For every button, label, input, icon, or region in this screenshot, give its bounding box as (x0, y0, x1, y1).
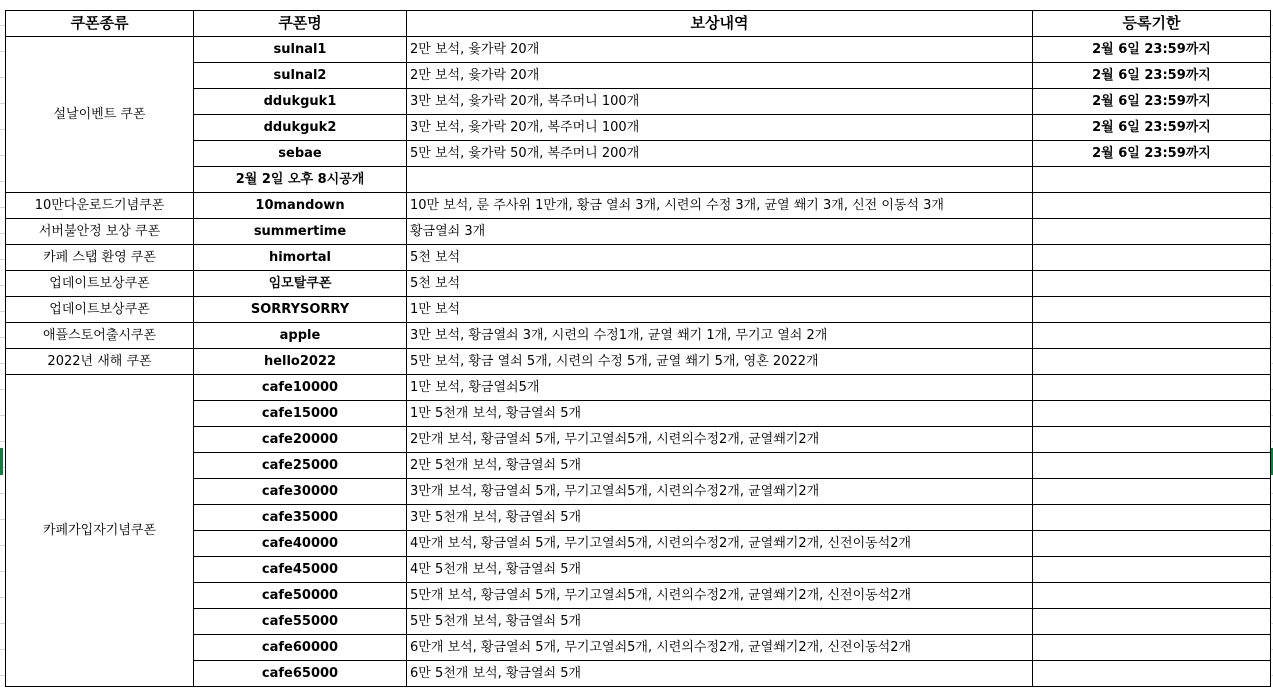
cell-coupon-name[interactable]: cafe45000 (194, 557, 407, 583)
table-row (6, 427, 1271, 453)
cell-deadline[interactable] (1033, 505, 1271, 531)
cell-reward[interactable]: 황금열쇠 3개 (407, 219, 1033, 245)
cell-coupon-name[interactable]: summertime (194, 219, 407, 245)
cell-deadline[interactable] (1033, 271, 1271, 297)
cell-reward[interactable]: 1만 보석 (407, 297, 1033, 323)
header-coupon-type[interactable]: 쿠폰종류 (6, 11, 194, 37)
selected-row-indicator-left (0, 448, 3, 475)
cell-reward[interactable]: 3만 5천개 보석, 황금열쇠 5개 (407, 505, 1033, 531)
cell-reward[interactable]: 3만개 보석, 황금열쇠 5개, 무기고열쇠5개, 시련의수정2개, 균열쐐기2개 (407, 479, 1033, 505)
group-cell-seollal[interactable]: 설날이벤트 쿠폰 (6, 37, 194, 193)
cell-coupon-name[interactable]: cafe50000 (194, 583, 407, 609)
header-coupon-name[interactable]: 쿠폰명 (194, 11, 407, 37)
cell-reward[interactable]: 6만 5천개 보석, 황금열쇠 5개 (407, 661, 1033, 687)
cell-reward[interactable] (407, 167, 1033, 193)
cell-reward[interactable]: 3만 보석, 윷가락 20개, 복주머니 100개 (407, 115, 1033, 141)
cell-reward[interactable]: 2만개 보석, 황금열쇠 5개, 무기고열쇠5개, 시련의수정2개, 균열쐐기2개 (407, 427, 1033, 453)
cell-coupon-type[interactable]: 2022년 새해 쿠폰 (6, 349, 194, 375)
table-row (6, 583, 1271, 609)
table-row (6, 609, 1271, 635)
table-row (6, 401, 1271, 427)
table-row (6, 453, 1271, 479)
cell-coupon-name[interactable]: cafe65000 (194, 661, 407, 687)
table-row (6, 557, 1271, 583)
cell-coupon-name[interactable]: cafe25000 (194, 453, 407, 479)
cell-deadline[interactable] (1033, 453, 1271, 479)
cell-deadline[interactable] (1033, 375, 1271, 401)
cell-reward[interactable]: 3만 보석, 황금열쇠 3개, 시련의 수정1개, 균열 쐐기 1개, 무기고 열쇠 2개 (407, 323, 1033, 349)
cell-coupon-name[interactable]: 10mandown (194, 193, 407, 219)
cell-deadline[interactable]: 2월 6일 23:59까지 (1033, 115, 1271, 141)
table-row (6, 505, 1271, 531)
cell-coupon-name[interactable]: cafe15000 (194, 401, 407, 427)
cell-coupon-type[interactable]: 10만다운로드기념쿠폰 (6, 193, 194, 219)
header-deadline[interactable]: 등록기한 (1033, 11, 1271, 37)
cell-coupon-name[interactable]: cafe40000 (194, 531, 407, 557)
cell-deadline[interactable] (1033, 401, 1271, 427)
cell-reward[interactable]: 2만 보석, 윷가락 20개 (407, 63, 1033, 89)
cell-deadline[interactable] (1033, 531, 1271, 557)
cell-deadline[interactable] (1033, 193, 1271, 219)
cell-deadline[interactable] (1033, 349, 1271, 375)
table-row (6, 193, 1271, 219)
cell-deadline[interactable]: 2월 6일 23:59까지 (1033, 141, 1271, 167)
cell-coupon-name[interactable]: ddukguk1 (194, 89, 407, 115)
cell-coupon-name[interactable]: sulnal2 (194, 63, 407, 89)
table-row (6, 167, 1271, 193)
cell-coupon-name[interactable]: hello2022 (194, 349, 407, 375)
cell-coupon-name[interactable]: ddukguk2 (194, 115, 407, 141)
cell-coupon-type[interactable]: 서버불안정 보상 쿠폰 (6, 219, 194, 245)
cell-coupon-name[interactable]: sulnal1 (194, 37, 407, 63)
cell-coupon-type[interactable]: 애플스토어출시쿠폰 (6, 323, 194, 349)
table-row (6, 349, 1271, 375)
table-row (6, 141, 1271, 167)
cell-reward[interactable]: 2만 5천개 보석, 황금열쇠 5개 (407, 453, 1033, 479)
cell-reward[interactable]: 5만개 보석, 황금열쇠 5개, 무기고열쇠5개, 시련의수정2개, 균열쐐기2개, 신전이동석2개 (407, 583, 1033, 609)
cell-deadline[interactable] (1033, 245, 1271, 271)
cell-coupon-name[interactable]: apple (194, 323, 407, 349)
cell-deadline[interactable] (1033, 583, 1271, 609)
cell-deadline[interactable] (1033, 557, 1271, 583)
cell-deadline[interactable] (1033, 661, 1271, 687)
cell-deadline[interactable] (1033, 609, 1271, 635)
cell-coupon-name[interactable]: cafe60000 (194, 635, 407, 661)
cell-reward[interactable]: 6만개 보석, 황금열쇠 5개, 무기고열쇠5개, 시련의수정2개, 균열쐐기2개, 신전이동석2개 (407, 635, 1033, 661)
cell-deadline[interactable] (1033, 167, 1271, 193)
cell-deadline[interactable]: 2월 6일 23:59까지 (1033, 63, 1271, 89)
cell-deadline[interactable]: 2월 6일 23:59까지 (1033, 89, 1271, 115)
table-row (6, 323, 1271, 349)
cell-deadline[interactable] (1033, 635, 1271, 661)
cell-reward[interactable]: 4만 5천개 보석, 황금열쇠 5개 (407, 557, 1033, 583)
cell-coupon-type[interactable]: 업데이트보상쿠폰 (6, 297, 194, 323)
cell-coupon-name[interactable]: himortal (194, 245, 407, 271)
cell-reward[interactable]: 5천 보석 (407, 245, 1033, 271)
table-row (6, 115, 1271, 141)
cell-reward[interactable]: 3만 보석, 윷가락 20개, 복주머니 100개 (407, 89, 1033, 115)
cell-reward[interactable]: 4만개 보석, 황금열쇠 5개, 무기고열쇠5개, 시련의수정2개, 균열쐐기2개, 신전이동석2개 (407, 531, 1033, 557)
cell-deadline[interactable]: 2월 6일 23:59까지 (1033, 37, 1271, 63)
table-row (6, 37, 1271, 63)
cell-deadline[interactable] (1033, 427, 1271, 453)
cell-coupon-name[interactable]: cafe10000 (194, 375, 407, 401)
table-row (6, 297, 1271, 323)
header-reward[interactable]: 보상내역 (407, 11, 1033, 37)
table-row (6, 479, 1271, 505)
table-row (6, 375, 1271, 401)
coupon-table (5, 10, 1271, 687)
cell-reward[interactable]: 1만 보석, 황금열쇠5개 (407, 375, 1033, 401)
cell-coupon-type[interactable]: 업데이트보상쿠폰 (6, 271, 194, 297)
table-row (6, 219, 1271, 245)
cell-coupon-name[interactable]: SORRYSORRY (194, 297, 407, 323)
table-row (6, 245, 1271, 271)
cell-reward[interactable]: 10만 보석, 룬 주사위 1만개, 황금 열쇠 3개, 시련의 수정 3개, 균열 쐐기 3개, 신전 이동석 3개 (407, 193, 1033, 219)
table-row (6, 531, 1271, 557)
cell-coupon-name[interactable]: cafe30000 (194, 479, 407, 505)
cell-coupon-name[interactable]: cafe55000 (194, 609, 407, 635)
table-row (6, 271, 1271, 297)
cell-reward[interactable]: 5만 5천개 보석, 황금열쇠 5개 (407, 609, 1033, 635)
group-cell-cafe[interactable]: 카페가입자기념쿠폰 (6, 375, 194, 687)
cell-reward[interactable]: 5만 보석, 윷가락 50개, 복주머니 200개 (407, 141, 1033, 167)
table-row (6, 635, 1271, 661)
cell-coupon-name[interactable]: cafe20000 (194, 427, 407, 453)
cell-reward[interactable]: 1만 5천개 보석, 황금열쇠 5개 (407, 401, 1033, 427)
cell-reward[interactable]: 2만 보석, 윷가락 20개 (407, 37, 1033, 63)
cell-deadline[interactable] (1033, 479, 1271, 505)
cell-deadline[interactable] (1033, 297, 1271, 323)
cell-reward[interactable]: 5천 보석 (407, 271, 1033, 297)
table-row (6, 89, 1271, 115)
cell-coupon-type[interactable]: 카페 스탭 환영 쿠폰 (6, 245, 194, 271)
coupon-table-body (6, 37, 1271, 687)
cell-deadline[interactable] (1033, 219, 1271, 245)
cell-coupon-name[interactable]: cafe35000 (194, 505, 407, 531)
header-row (6, 11, 1271, 37)
cell-deadline[interactable] (1033, 323, 1271, 349)
table-row (6, 63, 1271, 89)
cell-coupon-name[interactable]: 2월 2일 오후 8시공개 (194, 167, 407, 193)
cell-coupon-name[interactable]: sebae (194, 141, 407, 167)
cell-reward[interactable]: 5만 보석, 황금 열쇠 5개, 시련의 수정 5개, 균열 쐐기 5개, 영혼 2022개 (407, 349, 1033, 375)
table-row (6, 661, 1271, 687)
cell-coupon-name[interactable]: 임모탈쿠폰 (194, 271, 407, 297)
